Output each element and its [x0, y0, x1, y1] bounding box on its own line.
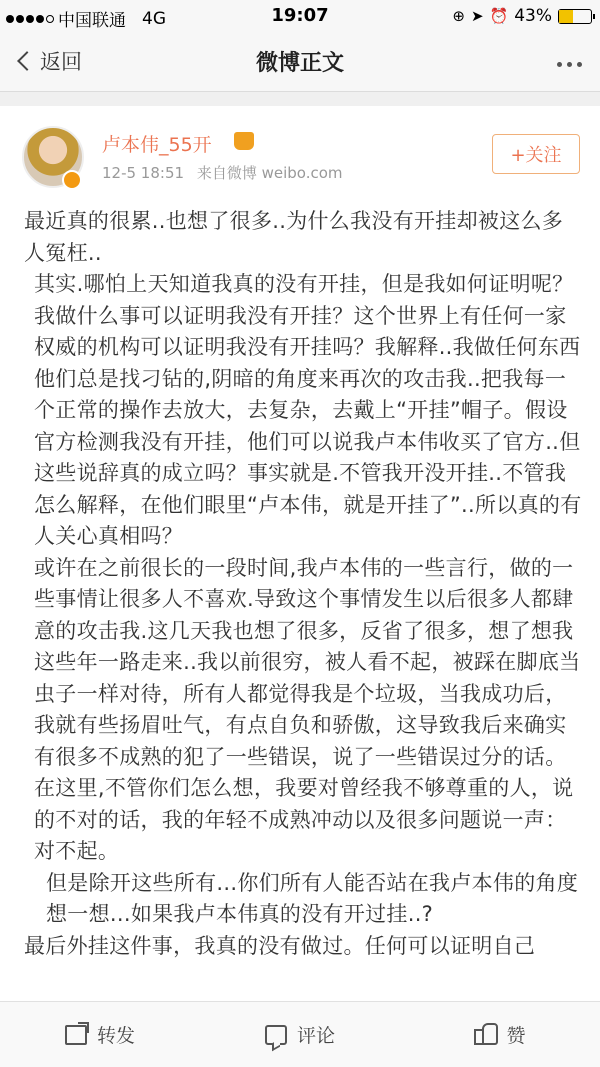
vip-badge-icon	[62, 170, 82, 190]
post-body	[24, 206, 584, 962]
repost-button[interactable]	[0, 1002, 200, 1067]
location-icon: ➤	[470, 7, 484, 25]
like-button[interactable]	[400, 1002, 600, 1067]
crown-icon	[234, 132, 254, 150]
back-label: 返回	[40, 50, 82, 74]
post-paragraph: 其实.哪怕上天知道我真的没有开挂，但是我如何证明呢？我做什么事可以证明我没有开挂？这个世界上有任何一家权威的机构可以证明我没有开挂吗？我解释..我做任何东西他们总是找刁钻的,阴暗的角度来再次的攻击我..把我每一个正常的操作去放大，去复杂，去戴上“开挂”帽子。假设官方检测我没有开挂，他们可以说我卢本伟收买了官方..但这些说辞真的成立吗？事实就是.不管我开没开挂..不管我怎么解释，在他们眼里“卢本伟，就是开挂了”..所以真的有人关心真相吗？	[34, 272, 582, 548]
post-paragraph: 但是除开这些所有...你们所有人能否站在我卢本伟的角度想一想...如果我卢本伟真的没有开过挂..?	[46, 870, 579, 926]
repost-icon	[65, 1025, 87, 1045]
follow-button[interactable]: +关注	[492, 134, 580, 174]
more-icon[interactable]	[557, 62, 582, 67]
nav-bar	[0, 32, 600, 92]
weibo-post	[0, 106, 600, 1001]
like-icon	[474, 1025, 496, 1045]
carrier-label: 中国联通	[58, 11, 126, 31]
status-time: 19:07	[271, 5, 329, 26]
post-paragraph: 或许在之前很长的一段时间,我卢本伟的一些言行，做的一些事情让很多人不喜欢.导致这个事情发生以后很多人都肆意的攻击我.这几天我也想了很多，反省了很多，想了想我这些年一路走来..我以前很穷，被人看不起，被踩在脚底当虫子一样对待，所有人都觉得我是个垃圾，当我成功后，我就有些扬眉吐气，有点自负和骄傲，这导致我后来确实有很多不成熟的犯了一些错误，说了一些错误过分的话。在这里,不管你们怎么想，我要对曾经我不够尊重的人，说的不对的话，我的年轻不成熟冲动以及很多问题说一声：对不起。	[34, 555, 581, 863]
lock-rotation-icon: ⊕	[452, 7, 465, 25]
alarm-icon: ⏰	[489, 7, 509, 25]
status-bar	[0, 0, 600, 32]
comment-button[interactable]	[200, 1002, 400, 1067]
post-source: 来自微博 weibo.com	[196, 164, 343, 182]
page-title: 微博正文	[255, 51, 344, 76]
post-meta	[102, 162, 343, 183]
battery-percent: 43%	[514, 6, 552, 26]
comment-icon	[265, 1025, 287, 1045]
repost-label: 转发	[96, 1025, 135, 1047]
post-paragraph: 最后外挂这件事，我真的没有做过。任何可以证明自己	[24, 933, 536, 958]
status-right	[452, 6, 592, 26]
like-label: 赞	[506, 1025, 526, 1047]
action-bar	[0, 1001, 600, 1067]
network-label: 4G	[142, 8, 166, 29]
post-timestamp: 12-5 18:51	[102, 164, 185, 182]
battery-icon	[558, 9, 592, 24]
post-paragraph: 最近真的很累..也想了很多..为什么我没有开挂却被这么多人冤枉..	[24, 209, 564, 265]
comment-label: 评论	[296, 1025, 335, 1047]
battery-level	[559, 10, 573, 23]
divider	[0, 92, 600, 106]
author-name[interactable]: 卢本伟_55开	[102, 134, 212, 156]
